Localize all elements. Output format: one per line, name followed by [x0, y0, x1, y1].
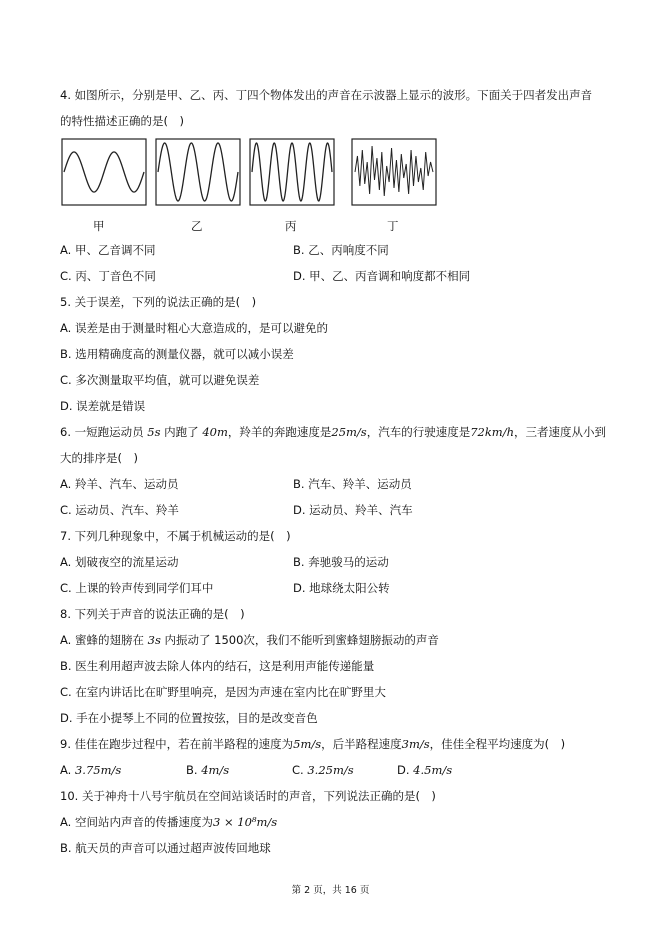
q9-stem-part-c: ，佳佳全程平均速度为( ) [429, 737, 566, 751]
q10-option-a-speed: 3 × 10⁸m/s [212, 815, 278, 829]
q6-stem-part-b: 内跑了 [160, 425, 203, 439]
q4-stem-line2: 的特性描述正确的是( ) [60, 114, 184, 128]
q5-stem: 5. 关于误差，下列的说法正确的是( ) [60, 295, 257, 309]
q6-stem-part-c: ，羚羊的奔跑速度是 [227, 425, 332, 439]
q6-option-c[interactable]: C. 运动员、汽车、羚羊 [60, 503, 179, 517]
q9-option-a-value: 3.75m/s [74, 763, 122, 777]
q9-stem-part-a: 9. 佳佳在跑步过程中，若在前半路程的速度为 [60, 737, 294, 751]
page-footer: 第 2 页，共 16 页 [291, 885, 370, 896]
waveform-label-yi: 乙 [191, 219, 203, 233]
q9-stem-part-b: ，后半路程速度 [321, 737, 402, 751]
q9-option-b[interactable] [186, 763, 229, 777]
q6-stem-line1 [60, 424, 606, 440]
q6-stem-part-d: ，汽车的行驶速度是 [366, 425, 471, 439]
q9-option-b-letter: B. [186, 763, 198, 777]
q9-first-half-speed: 5m/s [293, 737, 322, 751]
q6-distance-value: 40m [202, 425, 228, 439]
q7-option-d[interactable]: D. 地球绕太阳公转 [293, 581, 390, 595]
q6-stem-part-e: ，三者速度从小到 [514, 425, 606, 439]
q6-option-b[interactable]: B. 汽车、羚羊、运动员 [293, 477, 412, 491]
q5-option-a[interactable]: A. 误差是由于测量时粗心大意造成的，是可以避免的 [60, 321, 328, 335]
q9-option-d[interactable] [397, 763, 452, 777]
q9-second-half-speed: 3m/s [401, 737, 430, 751]
q9-option-d-letter: D. [397, 763, 410, 777]
q7-option-c[interactable]: C. 上课的铃声传到同学们耳中 [60, 581, 214, 595]
waveform-label-jia: 甲 [93, 219, 105, 233]
q6-stem-part-a: 6. 一短跑运动员 [60, 425, 148, 439]
waveform-yi [156, 139, 240, 205]
q10-option-b[interactable]: B. 航天员的声音可以通过超声波传回地球 [60, 841, 271, 855]
waveform-label-ding: 丁 [387, 219, 399, 233]
q8-option-a-part2: 内振动了 1500次，我们不能听到蜜蜂翅膀振动的声音 [160, 633, 439, 647]
q7-option-b[interactable]: B. 奔驰骏马的运动 [293, 555, 389, 569]
q6-car-speed: 72km/h [470, 425, 514, 439]
q8-option-a-part1: A. 蜜蜂的翅膀在 [60, 633, 148, 647]
q5-option-d[interactable]: D. 误差就是错误 [60, 399, 146, 413]
q10-option-a-text: A. 空间站内声音的传播速度为 [60, 815, 213, 829]
q9-option-c[interactable] [292, 763, 354, 777]
q10-option-a[interactable] [60, 814, 277, 830]
q8-stem: 8. 下列关于声音的说法正确的是( ) [60, 607, 245, 621]
q9-option-a[interactable] [60, 763, 121, 777]
q8-option-d[interactable]: D. 手在小提琴上不同的位置按弦，目的是改变音色 [60, 711, 318, 725]
waveform-label-bing: 丙 [285, 219, 297, 233]
waveform-ding [352, 139, 436, 205]
q8-option-c[interactable]: C. 在室内讲话比在旷野里响亮，是因为声速在室内比在旷野里大 [60, 685, 386, 699]
q9-option-d-value: 4.5m/s [413, 763, 453, 777]
q6-stem-line2: 大的排序是( ) [60, 451, 138, 465]
q6-antelope-speed: 25m/s [331, 425, 367, 439]
q9-option-c-value: 3.25m/s [307, 763, 354, 777]
q9-stem [60, 736, 565, 752]
q9-option-a-letter: A. [60, 763, 72, 777]
q9-option-c-letter: C. [292, 763, 304, 777]
waveform-jia [62, 139, 146, 205]
waveform-bing [250, 139, 334, 205]
q7-stem: 7. 下列几种现象中，不属于机械运动的是( ) [60, 529, 291, 543]
q7-option-a[interactable]: A. 划破夜空的流星运动 [60, 555, 179, 569]
q6-option-a[interactable]: A. 羚羊、汽车、运动员 [60, 477, 179, 491]
q8-option-a[interactable] [60, 632, 439, 648]
q4-option-c[interactable]: C. 丙、丁音色不同 [60, 269, 156, 283]
q8-option-b[interactable]: B. 医生利用超声波去除人体内的结石，这是利用声能传递能量 [60, 659, 375, 673]
q10-stem: 10. 关于神舟十八号宇航员在空间站谈话时的声音，下列说法正确的是( ) [60, 789, 436, 803]
q4-waveform-figure [60, 136, 440, 232]
q6-option-d[interactable]: D. 运动员、羚羊、汽车 [293, 503, 413, 517]
q4-option-b[interactable]: B. 乙、丙响度不同 [293, 243, 389, 257]
q5-option-b[interactable]: B. 选用精确度高的测量仪器，就可以减小误差 [60, 347, 294, 361]
q8-option-a-time: 3s [147, 633, 161, 647]
q9-option-b-value: 4m/s [201, 763, 230, 777]
q4-stem-line1: 4. 如图所示，分别是甲、乙、丙、丁四个物体发出的声音在示波器上显示的波形。下面关于四者发出声音 [60, 88, 593, 102]
q5-option-c[interactable]: C. 多次测量取平均值，就可以避免误差 [60, 373, 260, 387]
q6-time-value: 5s [147, 425, 161, 439]
q4-option-a[interactable]: A. 甲、乙音调不同 [60, 243, 156, 257]
q4-option-d[interactable]: D. 甲、乙、丙音调和响度都不相同 [293, 269, 471, 283]
